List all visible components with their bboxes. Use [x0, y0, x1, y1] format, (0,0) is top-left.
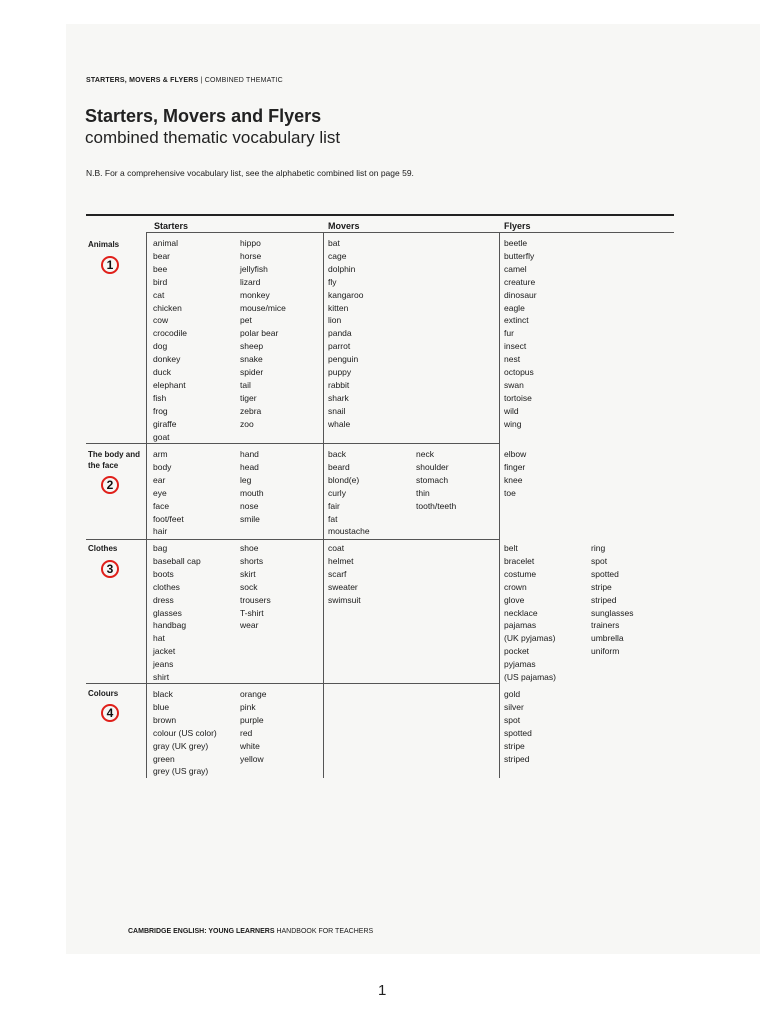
vocab-word: mouth — [240, 487, 264, 498]
vocab-word: tooth/teeth — [416, 500, 457, 511]
footer-rest: HANDBOOK FOR TEACHERS — [276, 928, 374, 935]
vocab-word: nose — [240, 500, 259, 511]
vocab-word: fish — [153, 392, 167, 403]
vocab-word: toe — [504, 487, 516, 498]
vocab-word: beard — [328, 461, 350, 472]
vocab-word: zebra — [240, 405, 262, 416]
vocab-word: creature — [504, 276, 536, 287]
word-list — [153, 542, 201, 684]
vocab-word: clothes — [153, 581, 180, 592]
vocab-word: jellyfish — [240, 263, 268, 274]
vocab-word: parrot — [328, 341, 351, 352]
vocab-word: pajamas — [504, 620, 537, 631]
marker-1: 1 — [101, 256, 119, 274]
word-list — [240, 237, 286, 431]
page-title: Starters, Movers and Flyers — [85, 106, 322, 126]
vocab-word: skirt — [240, 568, 256, 579]
vocab-word: white — [240, 740, 260, 751]
vocab-word: beetle — [504, 238, 528, 248]
vocab-word: jacket — [153, 646, 176, 657]
vocab-word: purple — [240, 714, 264, 725]
vocab-word: finger — [504, 461, 526, 472]
vocab-word: boots — [153, 568, 174, 579]
vocab-word: cage — [328, 250, 347, 261]
vocab-word: dog — [153, 341, 168, 352]
vocab-word: blue — [153, 701, 170, 712]
vocab-word: pink — [240, 701, 256, 712]
word-list — [504, 688, 532, 765]
vocab-word: hand — [240, 449, 259, 459]
vocab-word: thin — [416, 487, 430, 498]
vocab-word: baseball cap — [153, 555, 201, 566]
vocab-word: yellow — [240, 753, 264, 764]
vocab-word: gold — [504, 689, 521, 699]
vocab-word: curly — [328, 487, 346, 498]
vocab-word: head — [240, 461, 259, 472]
vocab-word: colour (US color) — [153, 727, 217, 738]
vocab-word: leg — [240, 474, 252, 485]
vocab-word: donkey — [153, 354, 181, 365]
vocab-word: sunglasses — [591, 607, 634, 618]
vocab-word: foot/feet — [153, 513, 184, 524]
table-top-rule — [86, 214, 674, 216]
vocab-word: wing — [504, 418, 522, 429]
vocab-word: penguin — [328, 354, 359, 365]
vocab-word: wild — [504, 405, 519, 416]
word-list — [240, 688, 266, 765]
vocab-word: sweater — [328, 581, 358, 592]
word-list — [153, 237, 187, 444]
vocab-word: hair — [153, 526, 168, 537]
vocab-word: necklace — [504, 607, 538, 618]
vocab-word: belt — [504, 543, 518, 553]
vocab-word: duck — [153, 367, 171, 378]
category-label-clothes: Clothes — [88, 544, 118, 553]
word-list — [591, 542, 634, 658]
vocab-word: shark — [328, 392, 349, 403]
vocab-word: spider — [240, 367, 264, 378]
vocab-word: pyjamas — [504, 659, 536, 670]
word-list — [153, 448, 184, 538]
vocab-word: bear — [153, 250, 171, 261]
vocab-word: glasses — [153, 607, 182, 618]
vocab-word: handbag — [153, 620, 187, 631]
vocab-word: body — [153, 461, 172, 472]
footer — [128, 928, 373, 935]
vocab-word: eye — [153, 487, 167, 498]
vocab-word: spotted — [504, 727, 532, 738]
vocab-word: bag — [153, 543, 168, 553]
vocab-word: lizard — [240, 276, 261, 287]
vocab-word: spotted — [591, 568, 619, 579]
vocab-word: bat — [328, 238, 340, 248]
vocab-word: ring — [591, 543, 606, 553]
word-list — [240, 542, 271, 632]
column-header-starters: Starters — [154, 221, 189, 231]
vocab-word: snake — [240, 354, 263, 365]
row-divider-3 — [86, 683, 500, 684]
column-divider-flyers — [499, 232, 500, 778]
vocab-word: zoo — [240, 418, 254, 429]
vocab-word: nest — [504, 354, 521, 365]
vocab-word: helmet — [328, 555, 354, 566]
vocab-word: striped — [591, 594, 617, 605]
vocab-word: insect — [504, 341, 527, 352]
marker-4: 4 — [101, 704, 119, 722]
word-list — [240, 448, 264, 525]
column-header-flyers: Flyers — [504, 221, 531, 231]
word-list — [504, 237, 537, 431]
vocab-word: striped — [504, 753, 530, 764]
header-underline — [146, 232, 674, 233]
reference-note: N.B. For a comprehensive vocabulary list, see the alphabetic combined list on page 59. — [86, 168, 414, 178]
vocab-word: pet — [240, 315, 252, 326]
category-label-animals: Animals — [88, 240, 120, 249]
vocab-word: cat — [153, 289, 165, 300]
vocab-word: neck — [416, 449, 434, 459]
vocab-word: eagle — [504, 302, 525, 313]
marker-2: 2 — [101, 476, 119, 494]
vocab-word: trainers — [591, 620, 620, 631]
word-list — [328, 237, 363, 431]
word-list — [504, 448, 526, 500]
vocab-word: moustache — [328, 526, 370, 537]
word-list — [328, 542, 361, 607]
vocab-word: tiger — [240, 392, 257, 403]
vocab-word: cow — [153, 315, 169, 326]
page-number: 1 — [378, 982, 387, 999]
vocab-word: dinosaur — [504, 289, 537, 300]
vocab-word: swan — [504, 379, 524, 390]
vocab-word: T-shirt — [240, 607, 264, 618]
vocab-word: dress — [153, 594, 174, 605]
column-divider-movers — [323, 232, 324, 778]
vocab-word: costume — [504, 568, 537, 579]
vocab-word: coat — [328, 543, 345, 553]
vocab-word: horse — [240, 250, 262, 261]
vocab-word: shirt — [153, 672, 170, 683]
vocab-word: crown — [504, 581, 527, 592]
vocab-word: stripe — [591, 581, 612, 592]
vocab-word: orange — [240, 689, 267, 699]
vocab-word: shorts — [240, 555, 264, 566]
vocab-word: fat — [328, 513, 338, 524]
vocab-word: animal — [153, 238, 179, 248]
marker-3: 3 — [101, 560, 119, 578]
vocab-word: puppy — [328, 367, 352, 378]
word-list — [504, 542, 556, 684]
vocab-word: camel — [504, 263, 527, 274]
vocab-word: bird — [153, 276, 168, 287]
vocab-word: back — [328, 449, 346, 459]
vocab-word: trousers — [240, 594, 271, 605]
vocab-word: (US pajamas) — [504, 672, 556, 683]
vocab-word: stripe — [504, 740, 525, 751]
vocab-word: brown — [153, 714, 177, 725]
vocab-word: rabbit — [328, 379, 350, 390]
vocab-word: elbow — [504, 449, 527, 459]
vocab-word: polar bear — [240, 328, 279, 339]
vocab-word: bracelet — [504, 555, 535, 566]
vocab-word: gray (UK grey) — [153, 740, 209, 751]
vocab-word: silver — [504, 701, 524, 712]
vocab-word: frog — [153, 405, 168, 416]
vocab-word: tortoise — [504, 392, 532, 403]
vocab-word: jeans — [153, 659, 174, 670]
vocab-word: hat — [153, 633, 165, 644]
vocab-word: smile — [240, 513, 260, 524]
vocab-word: fly — [328, 276, 337, 287]
row-divider-1 — [86, 443, 500, 444]
vocab-word: arm — [153, 449, 168, 459]
vocab-word: shoe — [240, 543, 259, 553]
vocab-word: elephant — [153, 379, 186, 390]
footer-brand: CAMBRIDGE ENGLISH: YOUNG LEARNERS — [128, 928, 275, 935]
category-label-colours: Colours — [88, 689, 119, 698]
running-head — [86, 77, 283, 84]
vocab-word: kangaroo — [328, 289, 364, 300]
vocab-word: sock — [240, 581, 258, 592]
vocab-word: goat — [153, 431, 170, 442]
vocab-word: chicken — [153, 302, 182, 313]
vocab-word: fur — [504, 328, 514, 339]
page-subtitle: combined thematic vocabulary list — [85, 128, 341, 147]
vocab-word: blond(e) — [328, 474, 360, 485]
vocab-word: swimsuit — [328, 594, 361, 605]
vocab-word: panda — [328, 328, 352, 339]
column-header-movers: Movers — [328, 221, 360, 231]
vocab-word: extinct — [504, 315, 529, 326]
vocab-word: kitten — [328, 302, 349, 313]
vocab-word: dolphin — [328, 263, 356, 274]
vocab-word: umbrella — [591, 633, 624, 644]
vocab-word: fair — [328, 500, 340, 511]
vocab-word: spot — [504, 714, 521, 725]
vocab-word: hippo — [240, 238, 261, 248]
vocab-word: grey (US gray) — [153, 766, 209, 777]
vocab-word: crocodile — [153, 328, 188, 339]
vocab-word: monkey — [240, 289, 270, 300]
vocab-word: (UK pyjamas) — [504, 633, 556, 644]
vocab-word: shoulder — [416, 461, 449, 472]
vocab-word: mouse/mice — [240, 302, 286, 313]
running-head-series: STARTERS, MOVERS & FLYERS — [86, 77, 199, 84]
vocab-word: glove — [504, 594, 525, 605]
vocab-word: stomach — [416, 474, 449, 485]
word-list — [416, 448, 456, 513]
vocab-word: octopus — [504, 367, 534, 378]
vocab-word: face — [153, 500, 170, 511]
vocab-word: spot — [591, 555, 608, 566]
running-head-section: COMBINED THEMATIC — [204, 77, 283, 84]
vocab-word: uniform — [591, 646, 620, 657]
vocab-word: red — [240, 727, 253, 738]
row-divider-2 — [86, 539, 500, 540]
vocab-word: pocket — [504, 646, 530, 657]
vocab-word: snail — [328, 405, 346, 416]
vocab-word: butterfly — [504, 250, 535, 261]
vocab-word: sheep — [240, 341, 264, 352]
vocab-word: bee — [153, 263, 168, 274]
word-list — [153, 688, 217, 778]
running-head-separator: | — [200, 77, 203, 84]
vocab-word: black — [153, 689, 173, 699]
word-list — [328, 448, 370, 538]
vocab-word: tail — [240, 379, 251, 390]
category-label-body-face: The body and the face — [88, 450, 140, 470]
vocab-word: whale — [328, 418, 351, 429]
vocab-word: lion — [328, 315, 342, 326]
vocab-word: wear — [240, 620, 259, 631]
vocab-word: ear — [153, 474, 166, 485]
vocab-word: knee — [504, 474, 523, 485]
vocab-word: giraffe — [153, 418, 177, 429]
vocab-word: green — [153, 753, 175, 764]
vocab-word: scarf — [328, 568, 347, 579]
